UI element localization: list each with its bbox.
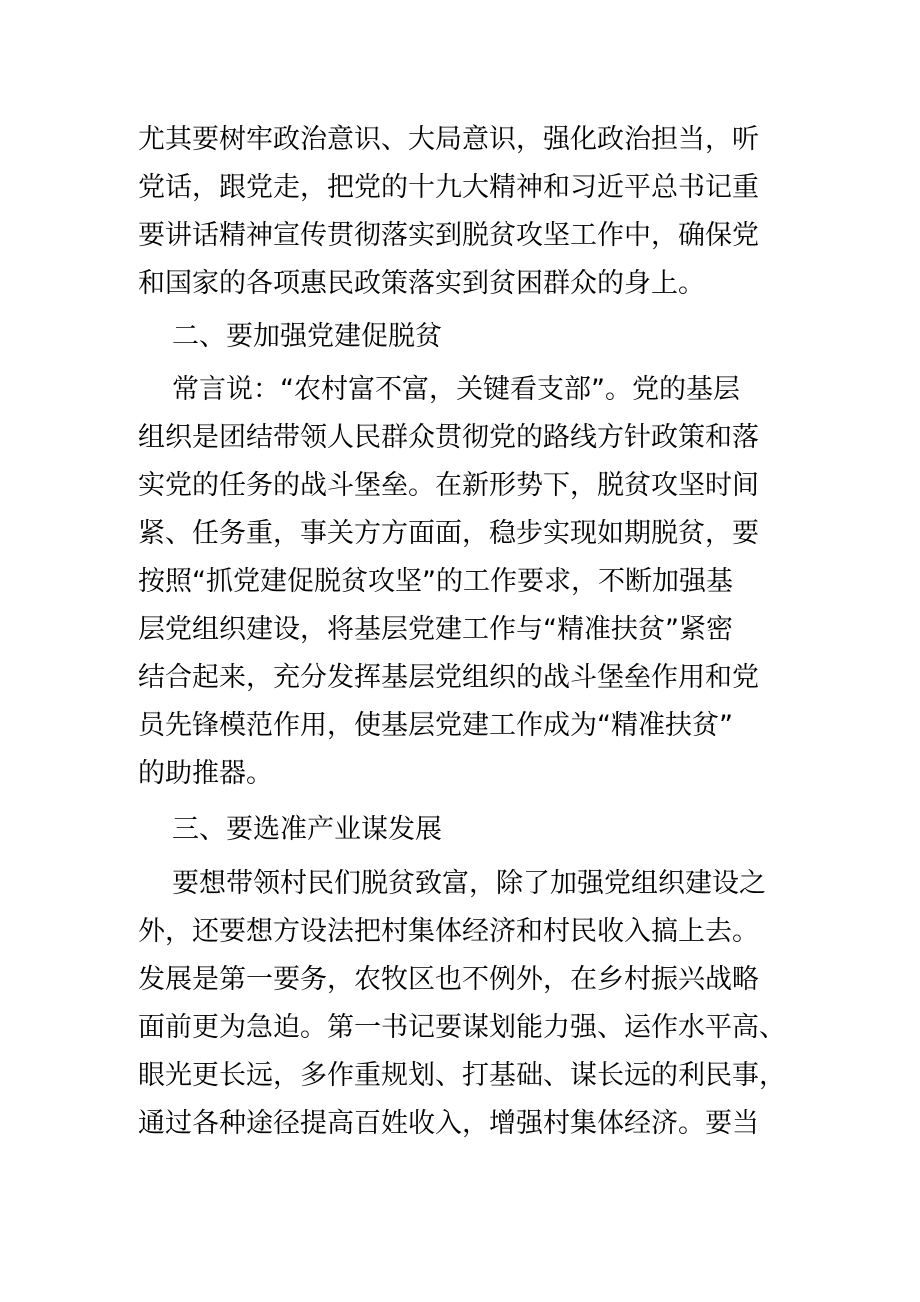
body-text-line: 眼光更长远，多作重规划、打基础、谋长远的利民事， bbox=[138, 1060, 786, 1091]
body-text-line: 要讲话精神宣传贯彻落实到脱贫攻坚工作中，确保党 bbox=[138, 220, 759, 251]
body-text-line: 结合起来，充分发挥基层党组织的战斗堡垒作用和党 bbox=[138, 662, 759, 693]
paragraph-first-line: 常言说：“农村富不富，关键看支部”。党的基层 bbox=[172, 374, 740, 405]
body-text-line: 面前更为急迫。第一书记要谋划能力强、运作水平高、 bbox=[138, 1012, 786, 1043]
body-text-line: 层党组织建设，将基层党建工作与“精准扶贫”紧密 bbox=[138, 614, 733, 645]
body-text-line: 实党的任务的战斗堡垒。在新形势下，脱贫攻坚时间 bbox=[138, 470, 759, 501]
section-heading: 三、要选准产业谋发展 bbox=[172, 814, 442, 845]
body-text-line: 尤其要树牢政治意识、大局意识，强化政治担当，听 bbox=[138, 124, 759, 155]
body-text-line: 组织是团结带领人民群众贯彻党的路线方针政策和落 bbox=[138, 422, 759, 453]
body-text-line: 紧、任务重，事关方方面面，稳步实现如期脱贫，要 bbox=[138, 518, 759, 549]
section-heading: 二、要加强党建促脱贫 bbox=[172, 321, 442, 352]
body-text-line: 员先锋模范作用，使基层党建工作成为“精准扶贫” bbox=[138, 710, 733, 741]
body-text-line: 按照“抓党建促脱贫攻坚”的工作要求，不断加强基 bbox=[138, 566, 733, 597]
body-text-line: 的助推器。 bbox=[138, 758, 273, 789]
body-text-line: 外，还要想方设法把村集体经济和村民收入搞上去。 bbox=[138, 916, 759, 947]
paragraph-first-line: 要想带领村民们脱贫致富，除了加强党组织建设之 bbox=[172, 868, 766, 899]
body-text-line: 发展是第一要务，农牧区也不例外，在乡村振兴战略 bbox=[138, 964, 759, 995]
body-text-line: 通过各种途径提高百姓收入，增强村集体经济。要当 bbox=[138, 1108, 759, 1139]
body-text-line: 和国家的各项惠民政策落实到贫困群众的身上。 bbox=[138, 268, 705, 299]
body-text-line: 党话，跟党走，把党的十九大精神和习近平总书记重 bbox=[138, 172, 759, 203]
